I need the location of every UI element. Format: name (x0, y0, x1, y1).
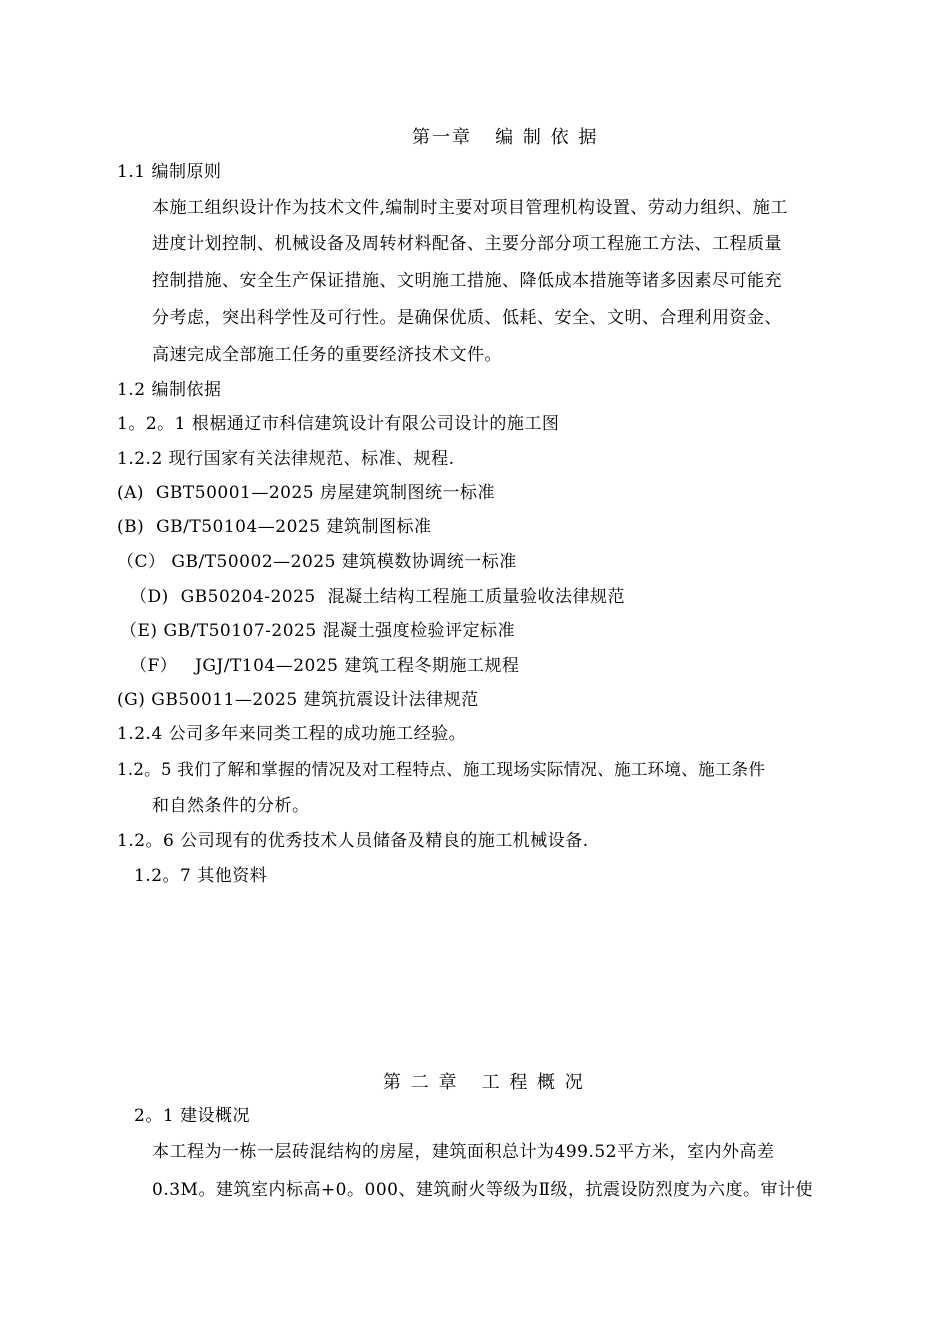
paragraph-line: 进度计划控制、机械设备及周转材料配备、主要分部分项工程施工方法、工程质量 (152, 234, 782, 254)
paragraph-line: 0.3M。建筑室内标高+0。000、建筑耐火等级为Ⅱ级，抗震设防烈度为六度。审计使 (152, 1180, 814, 1200)
chapter-2-title: 第 二 章 工 程 概 况 (383, 1072, 585, 1093)
standard-item: （C） GB/T50002—2025 建筑模数协调统一标准 (117, 552, 517, 572)
section-1-1-heading: 1.1 编制原则 (117, 162, 222, 182)
paragraph-line: 高速完成全部施工任务的重要经济技术文件。 (152, 345, 502, 365)
item-1-2-1: 1。2。1 根椐通辽市科信建筑设计有限公司设计的施工图 (117, 414, 560, 434)
item-1-2-4: 1.2.4 公司多年来同类工程的成功施工经验。 (117, 724, 467, 744)
standard-item: （E) GB/T50107-2025 混凝土强度检验评定标准 (120, 621, 516, 641)
item-1-2-6: 1.2。6 公司现有的优秀技术人员储备及精良的施工机械设备. (117, 831, 589, 851)
standard-item: （F） JGJ/T104—2025 建筑工程冬期施工规程 (130, 656, 520, 676)
standard-item: (B) GB/T50104—2025 建筑制图标准 (117, 517, 432, 537)
section-2-1-heading: 2。1 建设概况 (134, 1106, 251, 1126)
standard-item: (G) GB50011—2025 建筑抗震设计法律规范 (117, 690, 479, 710)
standard-item: （D) GB50204-2025 混凝土结构工程施工质量验收法律规范 (130, 587, 626, 607)
paragraph-line: 控制措施、安全生产保证措施、文明施工措施、降低成本措施等诸多因素尽可能充 (152, 271, 782, 291)
item-1-2-2: 1.2.2 现行国家有关法律规范、标准、规程. (117, 449, 455, 469)
paragraph-line: 本工程为一栋一层砖混结构的房屋，建筑面积总计为499.52平方米，室内外高差 (152, 1142, 775, 1162)
chapter-1-title: 第一章 编 制 依 据 (412, 127, 599, 148)
section-1-2-heading: 1.2 编制依据 (117, 380, 222, 400)
item-1-2-7: 1.2。7 其他资料 (134, 866, 268, 886)
item-1-2-5-line1: 1.2。5 我们了解和掌握的情况及对工程特点、施工现场实际情况、施工环境、施工条件 (117, 760, 766, 779)
paragraph-line: 分考虑，突出科学性及可行性。是确保优质、低耗、安全、文明、合理利用资金、 (152, 308, 782, 328)
item-1-2-5-line2: 和自然条件的分析。 (152, 796, 310, 816)
standard-item: (A) GBT50001—2025 房屋建筑制图统一标准 (117, 483, 496, 503)
paragraph-line: 本施工组织设计作为技术文件,编制时主要对项目管理机构设置、劳动力组织、施工 (152, 198, 788, 218)
